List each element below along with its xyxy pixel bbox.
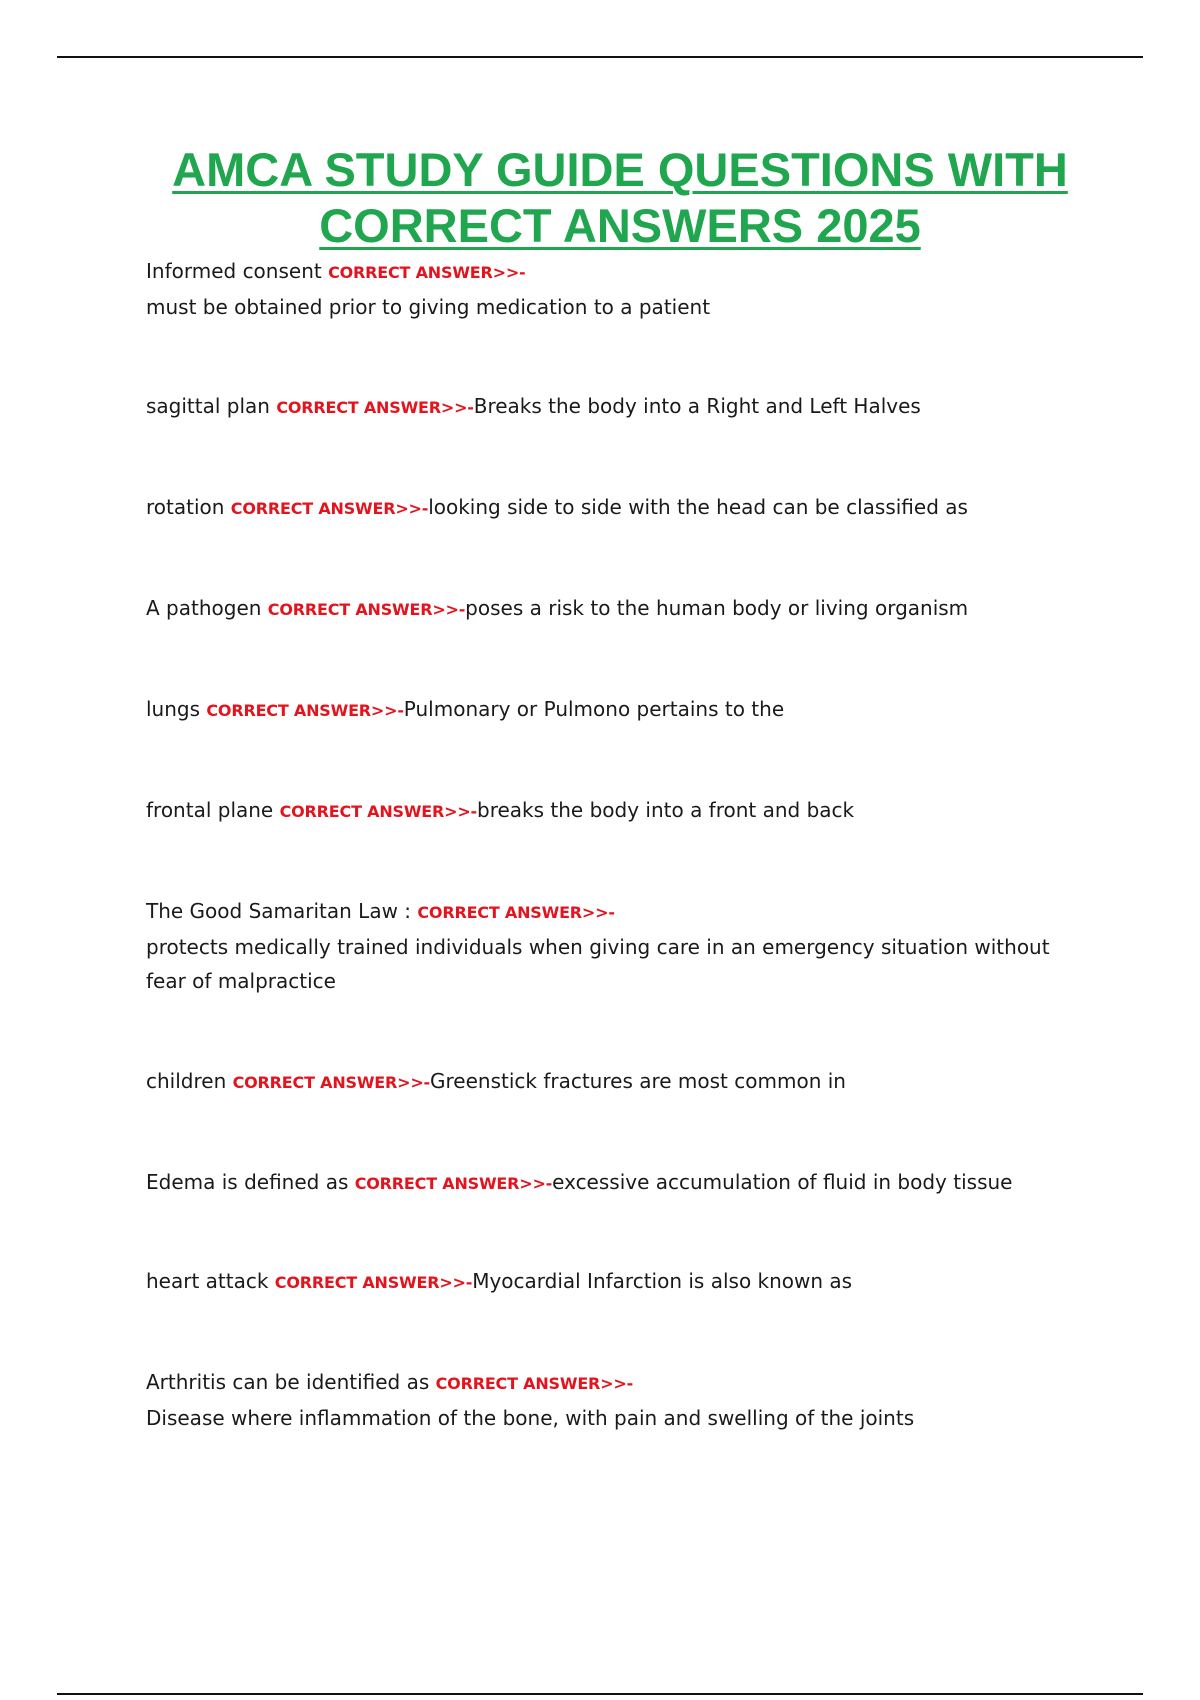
answer-text: breaks the body into a front and back — [477, 798, 855, 822]
answer-marker: CORRECT ANSWER>>- — [230, 499, 429, 518]
question-prompt: children — [146, 1069, 227, 1093]
qa-entry — [146, 793, 1086, 829]
answer-marker: CORRECT ANSWER>>- — [328, 263, 526, 282]
question-prompt: Arthritis can be identified as — [146, 1370, 430, 1394]
question-prompt: rotation — [146, 495, 225, 519]
qa-entry — [146, 1064, 1086, 1100]
qa-entry — [146, 1365, 1086, 1435]
answer-marker: CORRECT ANSWER>>- — [276, 398, 474, 417]
answer-text: Disease where inflammation of the bone, with pain and swelling of the joints — [146, 1406, 915, 1430]
bottom-rule — [57, 1693, 1143, 1695]
answer-marker: CORRECT ANSWER>>- — [435, 1374, 634, 1393]
answer-text: Myocardial Infarction is also known as — [472, 1269, 853, 1293]
answer-marker: CORRECT ANSWER>>- — [354, 1174, 553, 1193]
answer-text: looking side to side with the head can be classified as — [428, 495, 968, 519]
answer-text: Breaks the body into a Right and Left Halves — [473, 394, 921, 418]
question-prompt: A pathogen — [146, 596, 262, 620]
question-prompt: heart attack — [146, 1269, 269, 1293]
answer-marker: CORRECT ANSWER>>- — [206, 701, 404, 720]
question-prompt: The Good Samaritan Law : — [146, 899, 412, 923]
qa-entry — [146, 254, 1086, 324]
question-prompt: frontal plane — [146, 798, 274, 822]
qa-entry — [146, 591, 1086, 627]
question-prompt: sagittal plan — [146, 394, 270, 418]
answer-marker: CORRECT ANSWER>>- — [417, 903, 615, 922]
qa-entry — [146, 894, 1086, 998]
answer-marker: CORRECT ANSWER>>- — [232, 1073, 430, 1092]
answer-text: Pulmonary or Pulmono pertains to the — [403, 697, 785, 721]
answer-text: Greenstick fractures are most common in — [430, 1069, 846, 1093]
answer-marker: CORRECT ANSWER>>- — [274, 1273, 473, 1292]
top-rule — [57, 56, 1143, 58]
answer-text: protects medically trained individuals when giving care in an emergency situation without fear of malpractice — [146, 935, 1050, 993]
answer-marker: CORRECT ANSWER>>- — [267, 600, 466, 619]
document-title: AMCA STUDY GUIDE QUESTIONS WITH CORRECT ANSWERS 2025 — [172, 143, 1068, 252]
answer-text: poses a risk to the human body or living organism — [465, 596, 969, 620]
question-prompt: Edema is defined as — [146, 1170, 349, 1194]
qa-entry — [146, 490, 1086, 526]
qa-entry — [146, 692, 1086, 728]
qa-entry — [146, 389, 1086, 425]
answer-text: must be obtained prior to giving medication to a patient — [146, 295, 711, 319]
answer-text: excessive accumulation of fluid in body tissue — [552, 1170, 1013, 1194]
answer-marker: CORRECT ANSWER>>- — [279, 802, 477, 821]
question-prompt: Informed consent — [146, 259, 322, 283]
qa-entry — [146, 1264, 1086, 1300]
qa-entry — [146, 1165, 1086, 1201]
question-prompt: lungs — [146, 697, 201, 721]
